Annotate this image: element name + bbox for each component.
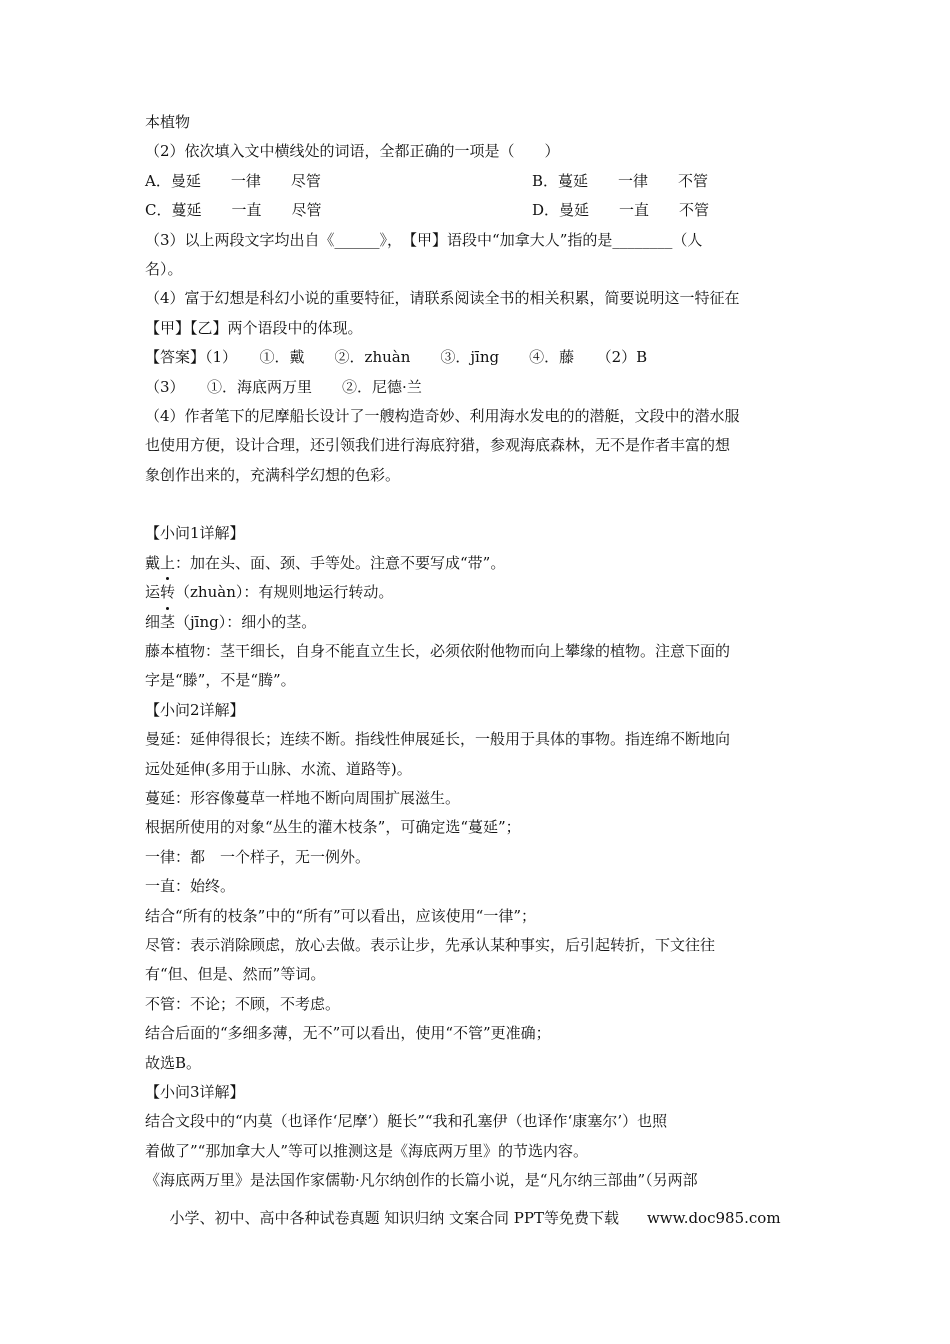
option-b: B．蔓延 一律 不管	[532, 171, 709, 190]
text-span: 细	[145, 612, 161, 631]
options-row	[145, 196, 810, 225]
option-d: D．曼延 一直 不管	[532, 201, 710, 220]
detail-line: 着做了”“那加拿大人”等可以推测这是《海底两万里》的节选内容。	[145, 1141, 589, 1160]
answer-line: 象创作出来的，充满科学幻想的色彩。	[145, 465, 401, 484]
text-span: （jīng）：细小的茎。	[175, 612, 317, 631]
footer-link[interactable]: www.doc985.com	[646, 1209, 781, 1227]
detail-line: 一律：都 一个样子，无一例外。	[145, 847, 371, 866]
answer-line: 【答案】（1） ①．戴 ②．zhuàn ③．jīng ④．藤 （2）B	[145, 348, 648, 367]
question-3: （3）以上两段文字均出自《______》， 【甲】语段中“加拿大人”指的是________（人	[145, 230, 703, 249]
detail-line	[145, 578, 810, 607]
emphasis-dot-char: 转	[160, 578, 175, 607]
detail-1-heading: 【小问1详解】	[145, 524, 245, 543]
detail-line: 字是“滕”，不是“腾”。	[145, 671, 296, 690]
detail-line: 根据所使用的对象“丛生的灌木枝条”，可确定选“蔓延”；	[145, 818, 521, 837]
detail-line: 尽管：表示消除顾虑，放心去做。表示让步，先承认某种事实，后引起转折，下文往往	[145, 935, 716, 954]
document-body	[145, 108, 810, 1196]
question-4-cont: 【甲】【乙】两个语段中的体现。	[145, 318, 363, 337]
detail-3-heading: 【小问3详解】	[145, 1083, 245, 1101]
options-row	[145, 167, 810, 196]
answer-line: 也使用方便，设计合理，还引领我们进行海底狩猎，参观海底森林，无不是作者丰富的想	[145, 436, 731, 455]
detail-line: 结合文段中的“内莫（也译作‘尼摩’）艇长”“我和孔塞伊（也译作‘康塞尔’）也照	[145, 1112, 668, 1131]
text-span: （zhuàn）：有规则地运行转动。	[175, 583, 394, 602]
text-span: 运	[145, 583, 161, 602]
detail-2-heading: 【小问2详解】	[145, 700, 245, 719]
footer-text: 小学、初中、高中各种试卷真题 知识归纳 文案合同 PPT等免费下载	[169, 1209, 619, 1227]
detail-line	[145, 608, 810, 637]
question-2: （2）依次填入文中横线处的词语，全都正确的一项是（ ）	[145, 142, 560, 161]
detail-line: 结合“所有的枝条”中的“所有”可以看出，应该使用“一律”；	[145, 906, 537, 925]
emphasis-dot-char: 茎	[160, 608, 175, 637]
detail-line: 蔓延：形容像蔓草一样地不断向周围扩展滋生。	[145, 788, 461, 807]
answer-line: （4）作者笔下的尼摩船长设计了一艘构造奇妙、利用海水发电的的潜艇，文段中的潜水服	[145, 407, 740, 426]
question-4: （4）富于幻想是科幻小说的重要特征，请联系阅读全书的相关积累，简要说明这一特征在	[145, 289, 740, 308]
detail-line: 远处延伸(多用于山脉、水流、道路等)。	[145, 759, 412, 778]
detail-line: 故选B。	[145, 1053, 202, 1072]
question-3-cont: 名）。	[145, 260, 183, 279]
spacer	[145, 490, 810, 519]
answer-line: （3） ①．海底两万里 ②．尼德·兰	[145, 377, 422, 396]
detail-line: 曼延：延伸得很长；连续不断。指线性伸展延长，一般用于具体的事物。指连绵不断地向	[145, 730, 731, 749]
detail-line: 一直：始终。	[145, 877, 236, 896]
detail-line: 有“但、但是、然而”等词。	[145, 965, 326, 984]
text-line: 本植物	[145, 113, 191, 131]
option-c: C．蔓延 一直 尽管	[145, 201, 322, 220]
page-footer	[0, 1207, 950, 1228]
detail-line: 《海底两万里》是法国作家儒勒·凡尔纳创作的长篇小说，是“凡尔纳三部曲”（另两部	[145, 1171, 698, 1190]
detail-line: 不管：不论；不顾，不考虑。	[145, 994, 341, 1013]
detail-line: 结合后面的“多细多薄，无不”可以看出，使用“不管”更准确；	[145, 1024, 551, 1043]
detail-line: 戴上：加在头、面、颈、手等处。注意不要写成“带”。	[145, 553, 506, 572]
detail-line: 藤本植物：茎干细长，自身不能直立生长，必须依附他物而向上攀缘的植物。注意下面的	[145, 641, 731, 660]
option-a: A．曼延 一律 尽管	[145, 171, 321, 190]
